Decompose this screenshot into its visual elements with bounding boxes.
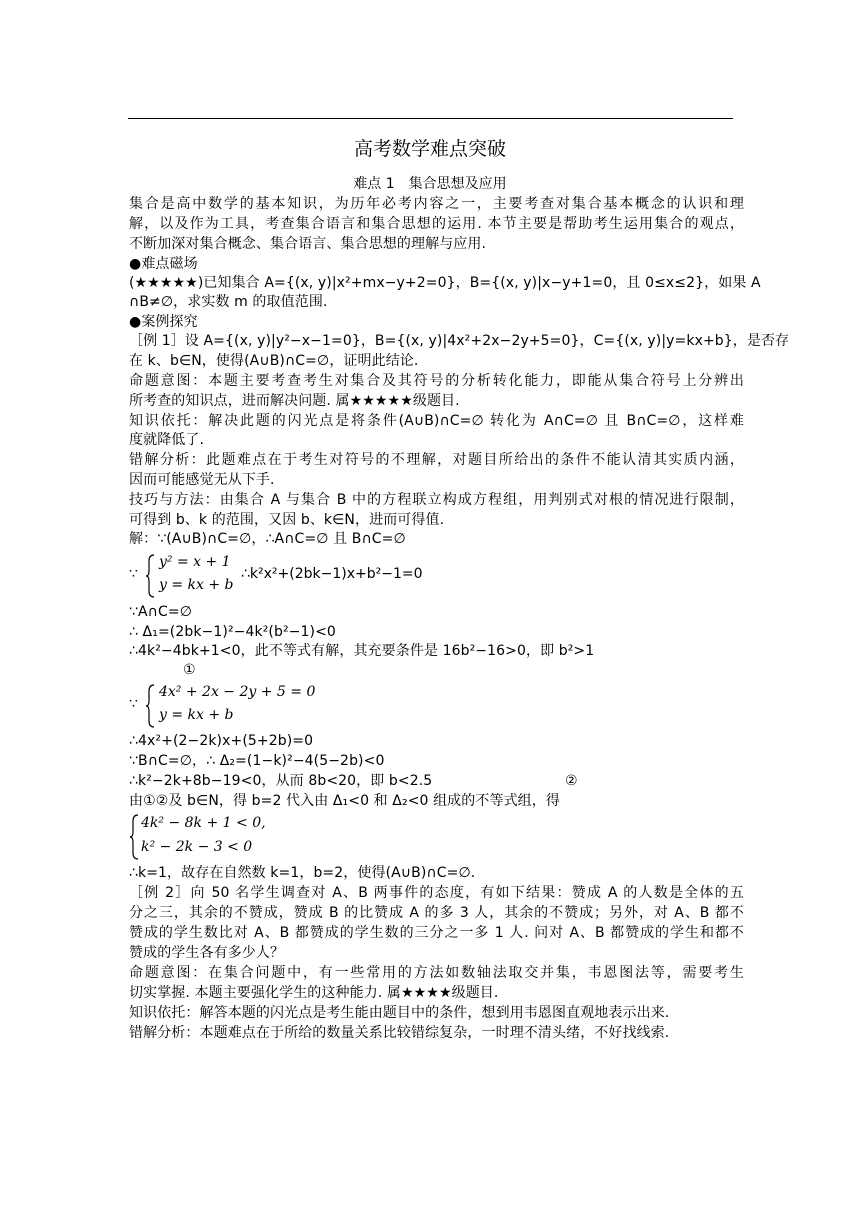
because-symbol: ∵	[129, 566, 138, 582]
left-brace	[145, 684, 155, 728]
method-line-2: 可得到 b、k 的范围，又因 b、k∈N，进而可得值.	[129, 512, 445, 528]
solution-line-1: 解：∵(A∪B)∩C=∅，∴A∩C=∅ 且 B∩C=∅	[129, 531, 406, 547]
page-title: 高考数学难点突破	[353, 138, 506, 160]
system2-row1: 4x² + 2x − 2y + 5 = 0	[159, 684, 316, 700]
section-subtitle: 难点 1 集合思想及应用	[353, 176, 507, 192]
equation-system-1	[129, 554, 729, 598]
solution-line-7: ∴k²−2k+8b−19<0，从而 8b<20，即 b<2.5	[129, 773, 433, 789]
error-line-2: 因而可能感觉无从下手.	[129, 472, 275, 488]
left-brace	[145, 554, 155, 598]
left-brace	[129, 814, 139, 860]
example2-line-2: 分之三，其余的不赞成，赞成 B 的比赞成 A 的多 3 人，其余的不赞成；另外，对 A、B 都不	[129, 905, 744, 921]
intent-line-1: 命题意图：本题主要考查考生对集合及其符号的分析转化能力，即能从集合符号上分辨出	[129, 373, 744, 389]
marker-1: ①	[183, 662, 196, 678]
basis-line-2: 度就降低了.	[129, 432, 205, 448]
error2-line-1: 错解分析：本题难点在于所给的数量关系比较错综复杂，一时理不清头绪，不好找线索.	[129, 1025, 670, 1041]
intent-line-2: 所考查的知识点，进而解决问题. 属★★★★★级题目.	[129, 393, 460, 409]
system1-row1: y² = x + 1	[159, 554, 231, 570]
system3-row1: 4k² − 8k + 1 < 0,	[141, 815, 266, 831]
system1-row2: y = kx + b	[159, 577, 234, 593]
system1-result: ∴k²x²+(2bk−1)x+b²−1=0	[241, 566, 423, 582]
intro-line-3: 不断加深对集合概念、集合语言、集合思想的理解与应用.	[129, 236, 487, 252]
problem-line-2: ∩B≠∅，求实数 m 的取值范围.	[129, 294, 328, 310]
solution-line-4: ∴4k²−4bk+1<0，此不等式有解，其充要条件是 16b²−16>0，即 b²>1	[129, 643, 595, 659]
system3-row2: k² − 2k − 3 < 0	[141, 839, 253, 855]
intent2-line-1: 命题意图：在集合问题中，有一些常用的方法如数轴法取交并集，韦恩图法等，需要考生	[129, 965, 744, 981]
example1-line-2: 在 k、b∈N，使得(A∪B)∩C=∅，证明此结论.	[129, 353, 419, 369]
basis-line-1: 知识依托：解决此题的闪光点是将条件(A∪B)∩C=∅ 转化为 A∩C=∅ 且 B∩C=∅，这样难	[129, 413, 744, 429]
intent2-line-2: 切实掌握. 本题主要强化学生的这种能力. 属★★★★级题目.	[129, 985, 499, 1001]
intro-line-2: 解，以及作为工具，考查集合语言和集合思想的运用. 本节主要是帮助考生运用集合的观点，	[129, 216, 744, 232]
intro-line-1: 集合是高中数学的基本知识，为历年必考内容之一，主要考查对集合基本概念的认识和理	[129, 196, 744, 212]
example2-line-3: 赞成的学生数比对 A、B 都赞成的学生数的三分之一多 1 人. 问对 A、B 都赞成的学生和都不	[129, 925, 744, 941]
solution-line-3: ∴ Δ₁=(2bk−1)²−4k²(b²−1)<0	[129, 624, 336, 640]
inequality-system	[129, 814, 729, 860]
solution-line-8: 由①②及 b∈N，得 b=2 代入由 Δ₁<0 和 Δ₂<0 组成的不等式组，得	[129, 793, 560, 809]
marker-2: ②	[565, 773, 578, 789]
method-line-1: 技巧与方法：由集合 A 与集合 B 中的方程联立构成方程组，用判别式对根的情况进行限制，	[129, 492, 744, 508]
system2-row2: y = kx + b	[159, 707, 234, 723]
solution-line-2: ∵A∩C=∅	[129, 604, 193, 620]
solution-conclusion: ∴k=1，故存在自然数 k=1，b=2，使得(A∪B)∩C=∅.	[129, 865, 476, 881]
equation-system-2	[129, 684, 729, 728]
because-symbol: ∵	[129, 696, 138, 712]
heading-case-study: ●案例探究	[129, 314, 198, 330]
header-rule	[128, 118, 733, 119]
error-line-1: 错解分析：此题难点在于考生对符号的不理解，对题目所给出的条件不能认清其实质内涵，	[129, 452, 744, 468]
solution-line-6: ∵B∩C=∅，∴ Δ₂=(1−k)²−4(5−2b)<0	[129, 753, 385, 769]
basis2-line-1: 知识依托：解答本题的闪光点是考生能由题目中的条件，想到用韦恩图直观地表示出来.	[129, 1005, 670, 1021]
problem-line-1: (★★★★★)已知集合 A={(x, y)|x²+mx−y+2=0}，B={(x, y)|x−y+1=0，且 0≤x≤2}，如果 A	[129, 275, 761, 291]
example2-line-4: 赞成的学生各有多少人？	[129, 945, 285, 961]
heading-difficulty-field: ●难点磁场	[129, 256, 198, 272]
solution-line-5: ∴4x²+(2−2k)x+(5+2b)=0	[129, 733, 314, 749]
example1-line-1: ［例 1］设 A={(x, y)|y²−x−1=0}，B={(x, y)|4x²+2x−2y+5=0}，C={(x, y)|y=kx+b}，是否存	[129, 333, 790, 349]
example2-line-1: ［例 2］向 50 名学生调查对 A、B 两事件的态度，有如下结果：赞成 A 的人数是全体的五	[129, 885, 744, 901]
